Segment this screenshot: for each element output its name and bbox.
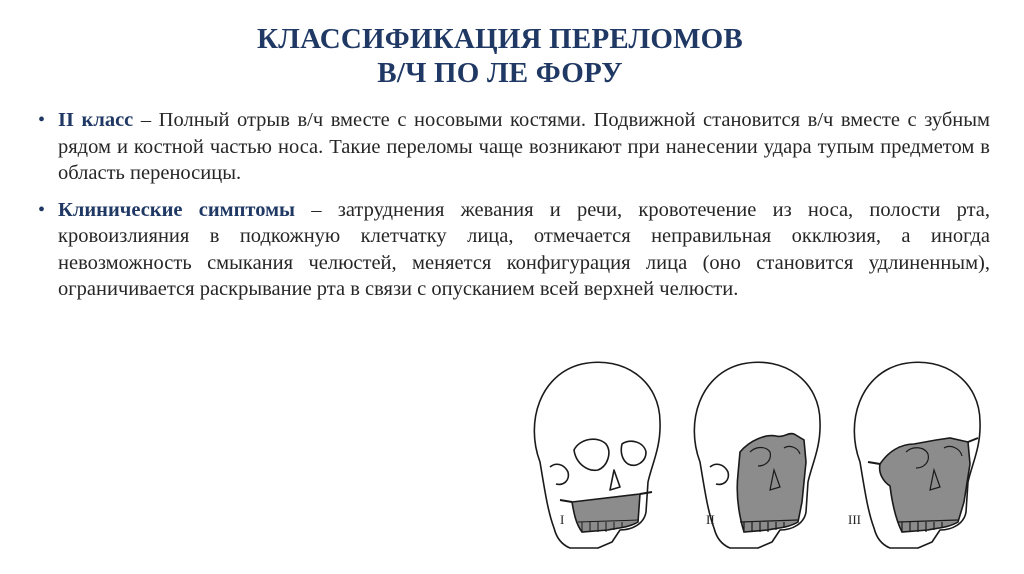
title-line-1: КЛАССИФИКАЦИЯ ПЕРЕЛОМОВ — [257, 23, 743, 55]
bullet-item-symptoms — [38, 197, 990, 303]
figure-label-i: I — [560, 512, 565, 527]
figure-label-iii: III — [848, 512, 861, 527]
bullet-term: Клинические симптомы — [58, 198, 296, 221]
skull-ii-illustration — [680, 352, 830, 562]
bullet-text: – затруднения жевания и речи, кровотечение из носа, полости рта, кровоизлияния в подкожную клетчатку лица, отмечается неправильная окклюзия, а иногда невозможность смыкания челюстей, меняется конфигурация лица (оно становится удлиненным), ограничивается раскрывание рта в связи с опусканием всей верхней челюсти. — [58, 198, 991, 300]
bullet-icon: • — [38, 109, 46, 131]
slide-title — [150, 22, 850, 90]
bullet-icon: • — [38, 198, 46, 221]
le-fort-figure — [520, 352, 992, 562]
title-line-2: В/Ч ПО ЛЕ ФОРУ — [377, 57, 623, 89]
skull-i-illustration — [520, 352, 670, 562]
bullet-item-class-ii — [38, 107, 990, 187]
skull-iii-illustration — [840, 352, 990, 562]
bullet-text: – Полный отрыв в/ч вместе с носовыми костями. Подвижной становится в/ч вместе с зубным рядом и костной частью носа. Такие переломы чаще возникают при нанесении удара тупым предметом в область переносицы. — [58, 109, 990, 184]
figure-label-ii: II — [706, 512, 715, 527]
bullet-list — [38, 107, 990, 313]
bullet-term: II класс — [58, 109, 134, 131]
